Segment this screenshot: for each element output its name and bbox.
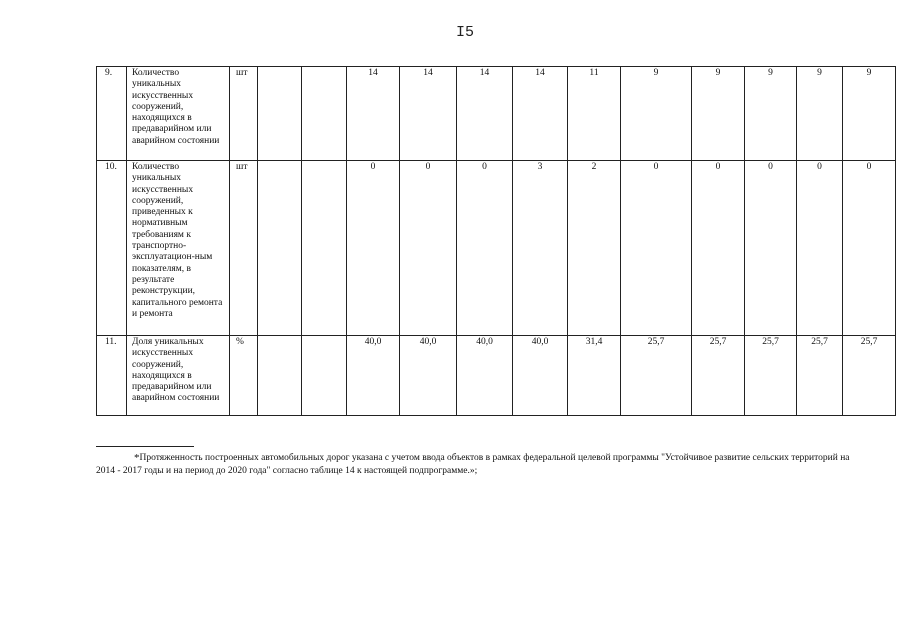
value-cell: 0	[347, 161, 400, 336]
value-cell: 14	[513, 67, 568, 161]
value-cell: 0	[843, 161, 896, 336]
row-unit: шт	[230, 161, 258, 336]
footnote-text: Протяженность построенных автомобильных дорог указана с учетом ввода объектов в рамках федеральной целевой программы "Устойчивое развитие сельских территорий на 2014 - 2017 годы и на период до 2020 года" согласно таблице 14 к настоящей подпрограмме.»;	[96, 453, 850, 476]
value-cell: 40,0	[400, 336, 457, 416]
value-cell: 25,7	[621, 336, 692, 416]
row-number: 11.	[97, 336, 127, 416]
value-cell: 14	[400, 67, 457, 161]
value-cell: 40,0	[347, 336, 400, 416]
value-cell: 2	[568, 161, 621, 336]
footnote-divider	[96, 446, 194, 447]
value-cell: 9	[621, 67, 692, 161]
value-cell: 9	[745, 67, 797, 161]
value-cell: 9	[843, 67, 896, 161]
table-row	[97, 161, 896, 336]
value-cell: 40,0	[457, 336, 513, 416]
value-cell: 9	[692, 67, 745, 161]
value-cell: 0	[797, 161, 843, 336]
value-cell: 14	[347, 67, 400, 161]
footnote-marker: *	[134, 452, 140, 464]
footnote	[96, 452, 866, 477]
table-row	[97, 336, 896, 416]
page-number: I5	[455, 24, 474, 41]
value-cell	[258, 161, 302, 336]
data-table	[96, 66, 896, 416]
value-cell: 11	[568, 67, 621, 161]
value-cell: 25,7	[797, 336, 843, 416]
value-cell: 0	[745, 161, 797, 336]
row-number: 9.	[97, 67, 127, 161]
value-cell: 3	[513, 161, 568, 336]
row-unit: %	[230, 336, 258, 416]
value-cell: 25,7	[843, 336, 896, 416]
value-cell	[258, 336, 302, 416]
value-cell: 0	[621, 161, 692, 336]
value-cell: 14	[457, 67, 513, 161]
table-body	[97, 67, 896, 416]
value-cell: 40,0	[513, 336, 568, 416]
row-label: Доля уникальных искусственных сооружений, находящихся в предаварийном или аварийном состоянии	[127, 336, 230, 416]
table-row	[97, 67, 896, 161]
row-unit: шт	[230, 67, 258, 161]
value-cell: 25,7	[692, 336, 745, 416]
value-cell	[302, 67, 347, 161]
value-cell	[302, 336, 347, 416]
value-cell: 9	[797, 67, 843, 161]
value-cell: 25,7	[745, 336, 797, 416]
row-number: 10.	[97, 161, 127, 336]
value-cell: 31,4	[568, 336, 621, 416]
value-cell: 0	[457, 161, 513, 336]
row-label: Количество уникальных искусственных сооружений, находящихся в предаварийном или аварийном состоянии	[127, 67, 230, 161]
value-cell: 0	[400, 161, 457, 336]
row-label: Количество уникальных искусственных сооружений, приведенных к нормативным требованиям к транспортно-эксплуатацион-ным показателям, в результате реконструкции, капитального ремонта и ремонта	[127, 161, 230, 336]
value-cell	[258, 67, 302, 161]
value-cell	[302, 161, 347, 336]
value-cell: 0	[692, 161, 745, 336]
